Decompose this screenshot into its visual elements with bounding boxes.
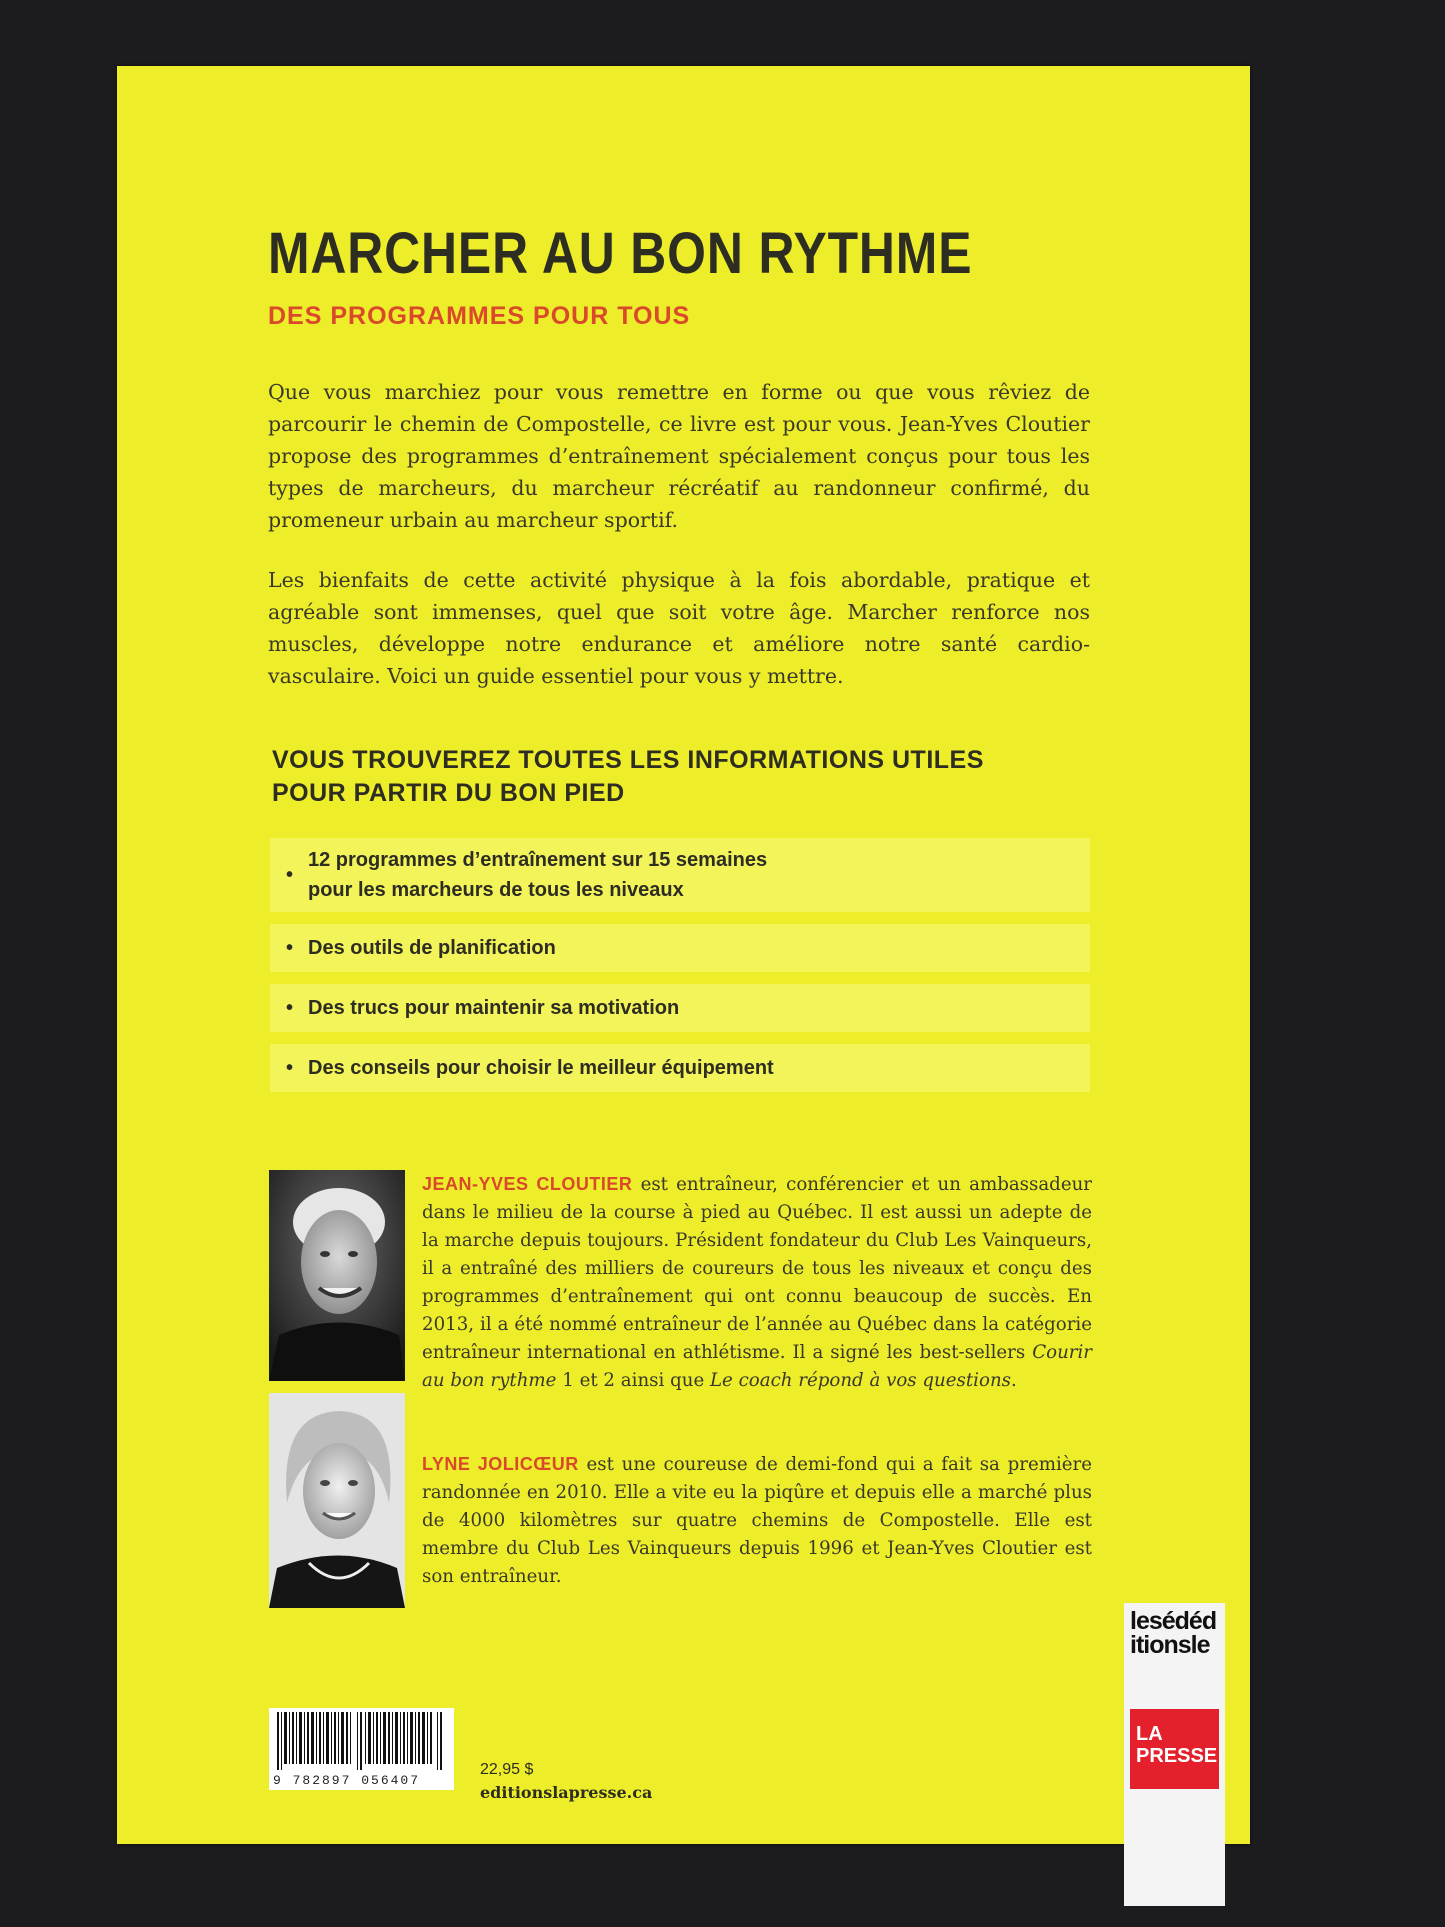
author-bio-jean-yves-cloutier: JEAN-YVES CLOUTIER est entraîneur, conférencier et un ambassadeur dans le milieu de la course à pied au Québec. Il est aussi un adepte de la marche depuis toujours. Président fondateur du Club Les Vainqueurs, il a entraîné des milliers de coureurs de tous les niveaux et conçu des programmes d’entraînement qui ont connu beaucoup de succès. En 2013, il a été nommé entraîneur de l’année au Québec dans la catégorie entraîneur international en athlétisme. Il a signé les best-sellers Courir au bon rythme 1 et 2 ainsi que Le coach répond à vos questions. [422, 1174, 1092, 1391]
barcode-icon [269, 1708, 454, 1772]
isbn-number: 9 782897 056407 [273, 1773, 421, 1788]
book-back-cover [117, 66, 1250, 1844]
list-item-text: 12 programmes d’entraînement sur 15 semaines pour les marcheurs de tous les niveaux [308, 849, 768, 901]
publisher-logo [1124, 1603, 1225, 1906]
features-heading-line-2: POUR PARTIR DU BON PIED [272, 779, 625, 807]
description-paragraph-1: Que vous marchiez pour vous remettre en forme ou que vous rêviez de parcourir le chemin de Compostelle, ce livre est pour vous. Jean-Yves Cloutier propose des programmes d’entraînement spécialement conçus pour tous les types de marcheurs, du marcheur récréatif au randonneur confirmé, du promeneur urbain au marcheur sportif. [268, 380, 1090, 532]
list-item [270, 1044, 1090, 1092]
bullet-icon: • [286, 997, 294, 1019]
author-photo-lyne-jolicoeur [269, 1393, 405, 1608]
book-title: MARCHER AU BON RYTHME [268, 221, 973, 286]
bullet-icon: • [286, 937, 294, 959]
list-item-text: Des conseils pour choisir le meilleur équipement [308, 1057, 774, 1079]
book-subtitle: DES PROGRAMMES POUR TOUS [268, 302, 691, 330]
book-reference: Courir au bon rythme [422, 1342, 1092, 1391]
author-portrait-image [269, 1393, 405, 1608]
list-item-text: Des outils de planification [308, 937, 556, 959]
publisher-logo-badge: LA PRESSE [1130, 1709, 1219, 1789]
list-item [270, 984, 1090, 1032]
list-item-text: Des trucs pour maintenir sa motivation [308, 997, 680, 1019]
bullet-icon: • [286, 1057, 294, 1079]
book-reference: Le coach répond à vos questions [709, 1370, 1011, 1391]
features-heading [272, 744, 984, 810]
features-list [270, 838, 1090, 1104]
bullet-icon: • [286, 864, 294, 886]
publisher-logo-wordmark: lesédéditionsle [1130, 1607, 1217, 1659]
list-item [270, 838, 1090, 912]
author-bio-lyne-jolicoeur: LYNE JOLICŒUR est une coureuse de demi-fond qui a fait sa première randonnée en 2010. Elle a vite eu la piqûre et depuis elle a marché plus de 4000 kilomètres sur quatre chemins de Compostelle. Elle est membre du Club Les Vainqueurs depuis 1996 et Jean-Yves Cloutier est son entraîneur. [422, 1454, 1092, 1587]
isbn-barcode [269, 1708, 454, 1790]
features-heading-line-1: VOUS TROUVEREZ TOUTES LES INFORMATIONS UTILES [272, 746, 984, 774]
description-paragraph-2: Les bienfaits de cette activité physique à la fois abordable, pratique et agréable sont immenses, quel que soit votre âge. Marcher renforce nos muscles, développe notre endurance et améliore notre santé cardio-vasculaire. Voici un guide essentiel pour vous y mettre. [268, 568, 1090, 688]
publisher-website: editionslapresse.ca [480, 1783, 653, 1802]
author-name: LYNE JOLICŒUR [422, 1454, 579, 1474]
author-portrait-image [269, 1170, 405, 1381]
author-name: JEAN-YVES CLOUTIER [422, 1174, 633, 1194]
price: 22,95 $ [480, 1761, 534, 1778]
author-photo-jean-yves-cloutier [269, 1170, 405, 1381]
list-item [270, 924, 1090, 972]
